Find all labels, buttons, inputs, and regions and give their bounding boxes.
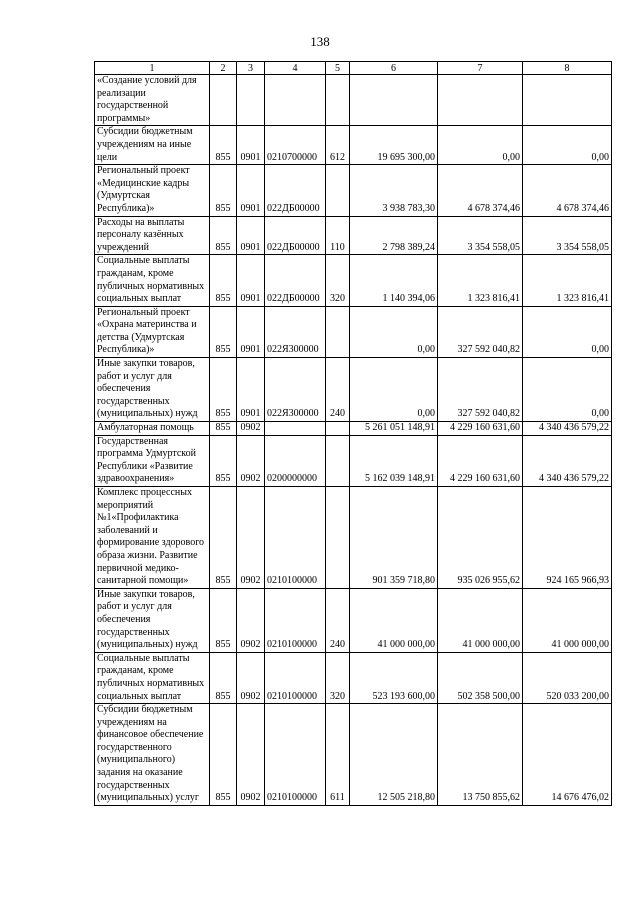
table-row [95, 255, 612, 306]
row-amount-col6: 12 505 218,80 [350, 704, 438, 806]
table-row [95, 216, 612, 255]
page-number: 138 [310, 34, 330, 49]
row-amount-col7: 935 026 955,62 [438, 487, 523, 589]
row-admin-code: 855 [210, 255, 237, 306]
col-header-2: 2 [210, 62, 237, 75]
row-amount-col8: 0,00 [523, 358, 612, 422]
row-target-code [265, 422, 326, 436]
row-amount-col7: 327 592 040,82 [438, 358, 523, 422]
row-amount-col6: 2 798 389,24 [350, 216, 438, 255]
row-admin-code: 855 [210, 358, 237, 422]
table-row [95, 358, 612, 422]
col-header-6: 6 [350, 62, 438, 75]
row-target-code: 0210100000 [265, 487, 326, 589]
header-row [95, 62, 612, 75]
row-amount-col7: 41 000 000,00 [438, 588, 523, 652]
row-expense-type: 110 [326, 216, 350, 255]
row-expense-type: 240 [326, 358, 350, 422]
row-amount-col7: 327 592 040,82 [438, 306, 523, 357]
row-section-code: 0901 [237, 165, 265, 216]
row-admin-code: 855 [210, 435, 237, 486]
row-target-code: 0210100000 [265, 704, 326, 806]
row-expense-type: 320 [326, 652, 350, 703]
row-name: Социальные выплаты гражданам, кроме публичных нормативных социальных выплат [95, 652, 210, 703]
row-expense-type [326, 306, 350, 357]
row-amount-col6: 1 140 394,06 [350, 255, 438, 306]
row-section-code: 0901 [237, 216, 265, 255]
row-section-code: 0902 [237, 652, 265, 703]
row-amount-col7: 13 750 855,62 [438, 704, 523, 806]
row-amount-col7: 502 358 500,00 [438, 652, 523, 703]
row-amount-col8: 4 678 374,46 [523, 165, 612, 216]
row-amount-col6: 3 938 783,30 [350, 165, 438, 216]
table-row [95, 165, 612, 216]
row-section-code: 0902 [237, 422, 265, 436]
row-amount-col8: 3 354 558,05 [523, 216, 612, 255]
row-amount-col6: 41 000 000,00 [350, 588, 438, 652]
table-row [95, 652, 612, 703]
row-amount-col8: 14 676 476,02 [523, 704, 612, 806]
row-amount-col7: 4 229 160 631,60 [438, 435, 523, 486]
row-admin-code: 855 [210, 704, 237, 806]
row-admin-code [210, 75, 237, 126]
row-amount-col6: 5 261 051 148,91 [350, 422, 438, 436]
row-target-code: 022Я300000 [265, 358, 326, 422]
row-amount-col6: 19 695 300,00 [350, 126, 438, 165]
row-target-code: 0210700000 [265, 126, 326, 165]
table-row [95, 435, 612, 486]
row-amount-col8 [523, 75, 612, 126]
row-section-code: 0902 [237, 487, 265, 589]
row-amount-col7: 0,00 [438, 126, 523, 165]
row-expense-type: 320 [326, 255, 350, 306]
table-row [95, 704, 612, 806]
budget-table [94, 61, 612, 806]
row-expense-type [326, 487, 350, 589]
row-amount-col7 [438, 75, 523, 126]
row-amount-col8: 0,00 [523, 126, 612, 165]
row-admin-code: 855 [210, 126, 237, 165]
row-section-code: 0901 [237, 358, 265, 422]
row-name: Комплекс процессных мероприятий №1«Профилактика заболеваний и формирование здорового образа жизни. Развитие первичной медико-санитарной помощи» [95, 487, 210, 589]
row-expense-type: 612 [326, 126, 350, 165]
row-amount-col7: 4 678 374,46 [438, 165, 523, 216]
row-amount-col7: 3 354 558,05 [438, 216, 523, 255]
row-section-code: 0901 [237, 126, 265, 165]
col-header-4: 4 [265, 62, 326, 75]
row-expense-type [326, 165, 350, 216]
table-row [95, 487, 612, 589]
row-amount-col8: 41 000 000,00 [523, 588, 612, 652]
row-amount-col6: 0,00 [350, 306, 438, 357]
row-amount-col6: 0,00 [350, 358, 438, 422]
row-admin-code: 855 [210, 422, 237, 436]
row-target-code: 022ДБ00000 [265, 255, 326, 306]
row-name: Субсидии бюджетным учреждениям на финансовое обеспечение государственного (муниципального) задания на оказание государственных (муниципальных) услуг [95, 704, 210, 806]
row-section-code: 0902 [237, 435, 265, 486]
row-amount-col8: 0,00 [523, 306, 612, 357]
row-target-code: 022ДБ00000 [265, 216, 326, 255]
row-admin-code: 855 [210, 165, 237, 216]
row-section-code [237, 75, 265, 126]
row-admin-code: 855 [210, 652, 237, 703]
table-row [95, 126, 612, 165]
table-row [95, 422, 612, 436]
table-row [95, 306, 612, 357]
table-row [95, 75, 612, 126]
row-amount-col8: 1 323 816,41 [523, 255, 612, 306]
row-section-code: 0901 [237, 255, 265, 306]
row-name: «Создание условий для реализации государственной программы» [95, 75, 210, 126]
row-amount-col8: 520 033 200,00 [523, 652, 612, 703]
row-name: Государственная программа Удмуртской Республики «Развитие здравоохранения» [95, 435, 210, 486]
row-section-code: 0902 [237, 704, 265, 806]
row-amount-col6 [350, 75, 438, 126]
row-section-code: 0902 [237, 588, 265, 652]
row-name: Иные закупки товаров, работ и услуг для обеспечения государственных (муниципальных) нужд [95, 358, 210, 422]
row-target-code: 0210100000 [265, 652, 326, 703]
row-expense-type [326, 435, 350, 486]
row-admin-code: 855 [210, 216, 237, 255]
row-expense-type [326, 422, 350, 436]
row-expense-type: 240 [326, 588, 350, 652]
row-amount-col7: 4 229 160 631,60 [438, 422, 523, 436]
row-name: Амбулаторная помощь [95, 422, 210, 436]
row-target-code: 022ДБ00000 [265, 165, 326, 216]
row-target-code: 022Я300000 [265, 306, 326, 357]
row-name: Региональный проект «Охрана материнства и детства (Удмуртская Республика)» [95, 306, 210, 357]
row-expense-type: 611 [326, 704, 350, 806]
row-section-code: 0901 [237, 306, 265, 357]
row-amount-col6: 523 193 600,00 [350, 652, 438, 703]
row-name: Социальные выплаты гражданам, кроме публичных нормативных социальных выплат [95, 255, 210, 306]
col-header-3: 3 [237, 62, 265, 75]
row-target-code: 0210100000 [265, 588, 326, 652]
row-amount-col6: 5 162 039 148,91 [350, 435, 438, 486]
row-amount-col8: 924 165 966,93 [523, 487, 612, 589]
row-amount-col8: 4 340 436 579,22 [523, 435, 612, 486]
table-row [95, 588, 612, 652]
row-name: Иные закупки товаров, работ и услуг для обеспечения государственных (муниципальных) нужд [95, 588, 210, 652]
col-header-8: 8 [523, 62, 612, 75]
row-target-code [265, 75, 326, 126]
row-name: Региональный проект «Медицинские кадры (Удмуртская Республика)» [95, 165, 210, 216]
row-amount-col7: 1 323 816,41 [438, 255, 523, 306]
col-header-1: 1 [95, 62, 210, 75]
row-amount-col6: 901 359 718,80 [350, 487, 438, 589]
row-target-code: 0200000000 [265, 435, 326, 486]
row-admin-code: 855 [210, 306, 237, 357]
row-admin-code: 855 [210, 487, 237, 589]
row-amount-col8: 4 340 436 579,22 [523, 422, 612, 436]
row-admin-code: 855 [210, 588, 237, 652]
row-name: Субсидии бюджетным учреждениям на иные цели [95, 126, 210, 165]
row-expense-type [326, 75, 350, 126]
row-name: Расходы на выплаты персоналу казённых учреждений [95, 216, 210, 255]
col-header-5: 5 [326, 62, 350, 75]
col-header-7: 7 [438, 62, 523, 75]
